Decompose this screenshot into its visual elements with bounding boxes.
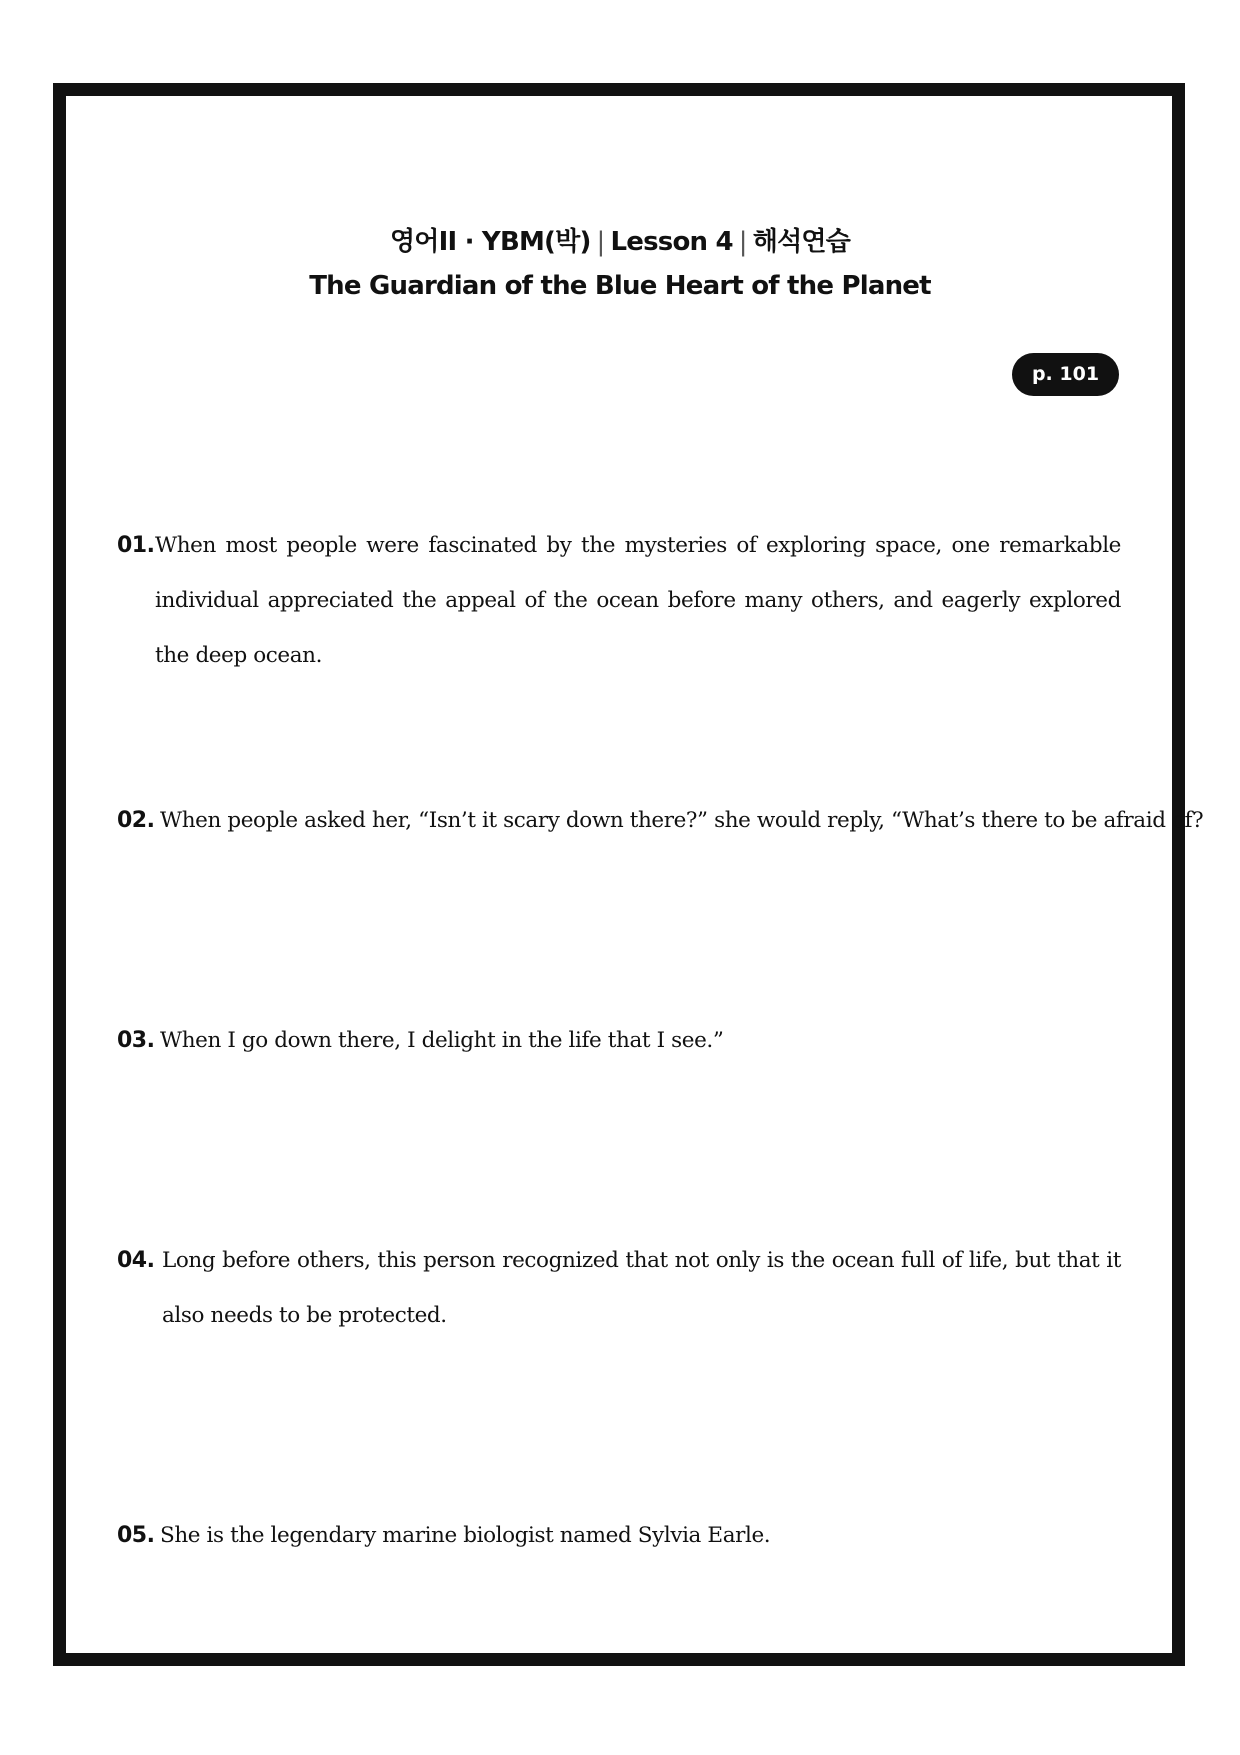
exercise-item [117, 1013, 1121, 1068]
exercise-item [117, 793, 1204, 848]
page-number-badge: p. 101 [1012, 353, 1119, 396]
exercise-item [117, 1233, 1121, 1343]
lesson-label: Lesson 4 [610, 227, 733, 257]
item-sentence: When people asked her, “Isn’t it scary down there?” she would reply, “What’s there to be afraid of? [160, 808, 1204, 833]
item-number: 04. [117, 1248, 155, 1273]
item-number: 02. [117, 808, 155, 833]
lesson-title: The Guardian of the Blue Heart of the Planet [309, 271, 931, 301]
item-sentence: When most people were fascinated by the mysteries of exploring space, one remarkable individual appreciated the appeal of the ocean before many others, and eagerly explored the deep ocean. [155, 533, 1121, 668]
item-sentence: Long before others, this person recognized that not only is the ocean full of life, but that it also needs to be protected. [162, 1248, 1121, 1328]
exercise-item [117, 518, 1121, 683]
header-separator: | [738, 227, 747, 257]
worksheet-type-label: 해석연습 [752, 227, 851, 257]
item-sentence: She is the legendary marine biologist named Sylvia Earle. [160, 1523, 771, 1548]
subject-label: 영어II · YBM(박) [389, 227, 591, 257]
worksheet-header [0, 221, 1240, 258]
header-separator: | [596, 227, 605, 257]
item-sentence: When I go down there, I delight in the life that I see.” [160, 1028, 724, 1053]
exercise-item [117, 1508, 1121, 1563]
item-number: 05. [117, 1523, 155, 1548]
item-number: 03. [117, 1028, 155, 1053]
item-number: 01. [117, 533, 155, 558]
page-border [53, 83, 1204, 1666]
